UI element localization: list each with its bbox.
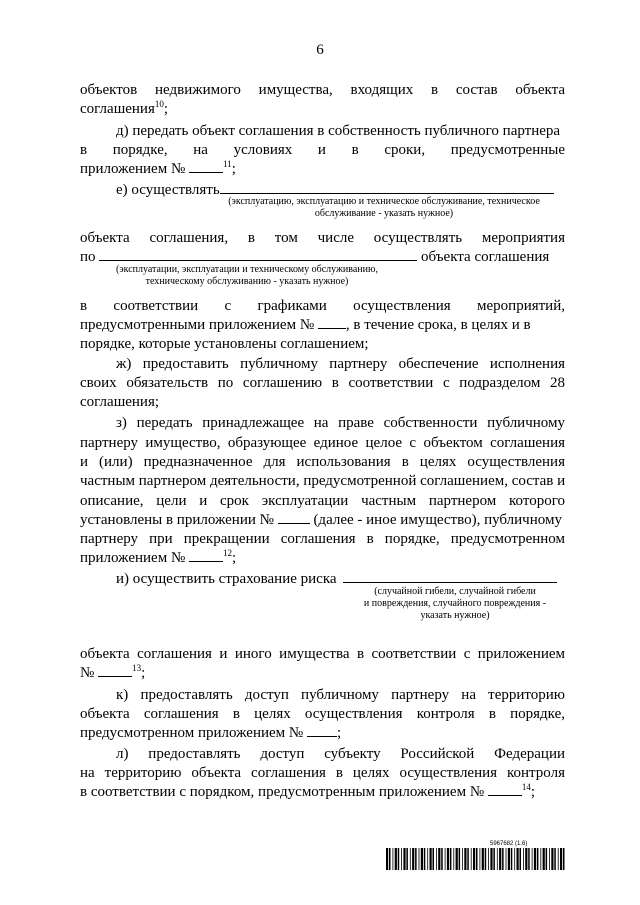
paragraph-line: объекта соглашения в целях осуществления контроля в порядке, (80, 706, 565, 722)
paragraph-line: соглашения; (80, 394, 160, 410)
paragraph-line: № $^{13}$; (80, 663, 146, 681)
paragraph-line: з) передать принадлежащее на праве собственности публичному (116, 415, 565, 431)
paragraph-line: объекта соглашения, в том числе осуществлять мероприятия (80, 230, 565, 246)
paragraph-line: в порядке, на условиях и в сроки, предусмотренные (80, 142, 565, 158)
paragraph-line: по объекта соглашения (80, 249, 550, 265)
field-hint: (эксплуатации, эксплуатации и техническому обслуживанию, техническому обслуживанию - указать нужное) (116, 264, 378, 287)
footnote-ref: 11 (223, 159, 232, 169)
paragraph-line: описание, цели и срок эксплуатации частным партнером которого (80, 493, 565, 509)
paragraph-line: ж) предоставить публичному партнеру обеспечение исполнения (116, 356, 565, 372)
footnote-ref: 13 (132, 663, 142, 673)
paragraph-line: партнеру имущество, образующее единое целое с объектом соглашения (80, 435, 565, 451)
paragraph-line: л) предоставлять доступ субъекту Российской Федерации (116, 746, 565, 762)
paragraph-line: предусмотренном приложением № ; (80, 725, 342, 741)
field-hint: (случайной гибели, случайной гибели и повреждения, случайного повреждения - указать нужное) (363, 586, 547, 621)
barcode (386, 848, 566, 870)
paragraph-line: приложением № $^{11}$; (80, 159, 236, 177)
page-number: 6 (316, 42, 324, 58)
paragraph-line: и) осуществить страхование риска (116, 570, 565, 589)
paragraph-line: соглашения$^{10}$; (80, 99, 169, 117)
paragraph-line: к) предоставлять доступ публичному партнеру на территорию (116, 687, 565, 703)
blank-field (220, 181, 554, 194)
paragraph-line: порядке, которые установлены соглашением; (80, 336, 369, 352)
footnote-ref: 12 (223, 548, 233, 558)
paragraph-line: своих обязательств по соглашению в соответствии с подразделом 28 (80, 375, 565, 391)
barcode-id: 5967682 (1.6) (490, 841, 528, 847)
blank-field (278, 511, 310, 524)
paragraph-line: установлены в приложении № (далее - иное имущество), публичному (80, 512, 562, 528)
footnote-ref: 14 (521, 782, 531, 792)
footnote-ref: 10 (154, 99, 164, 109)
blank-field (98, 664, 132, 677)
field-hint: (эксплуатацию, эксплуатацию и техническое обслуживание, техническое обслуживание - указать нужное) (228, 196, 540, 219)
paragraph-line: д) передать объект соглашения в собственность публичного партнера (116, 123, 561, 139)
paragraph-line: е) осуществлять (116, 181, 565, 200)
blank-field (99, 248, 417, 261)
paragraph-line: частным партнером деятельности, предусмотренной соглашением, состав и (80, 473, 566, 489)
paragraph-line: приложением № $^{12}$; (80, 548, 237, 566)
blank-field (343, 570, 557, 583)
paragraph-line: объектов недвижимого имущества, входящих в состав объекта (80, 82, 565, 98)
paragraph-line: партнеру при прекращении соглашения в порядке, предусмотренном (80, 531, 565, 547)
paragraph-line: объекта соглашения и иного имущества в соответствии с приложением (80, 646, 565, 662)
paragraph-line: и (или) предназначенное для использования в целях осуществления (80, 454, 565, 470)
blank-field (318, 316, 346, 329)
blank-field (488, 783, 522, 796)
paragraph-line: в соответствии с порядком, предусмотренным приложением № $^{14}$; (80, 782, 536, 800)
paragraph-line: предусмотренными приложением № , в течение срока, в целях и в (80, 317, 531, 333)
blank-field (189, 160, 223, 173)
blank-field (189, 549, 223, 562)
paragraph-line: в соответствии с графиками осуществления мероприятий, (80, 298, 565, 314)
paragraph-line: на территорию объекта соглашения в целях осуществления контроля (80, 765, 565, 781)
blank-field (307, 724, 337, 737)
